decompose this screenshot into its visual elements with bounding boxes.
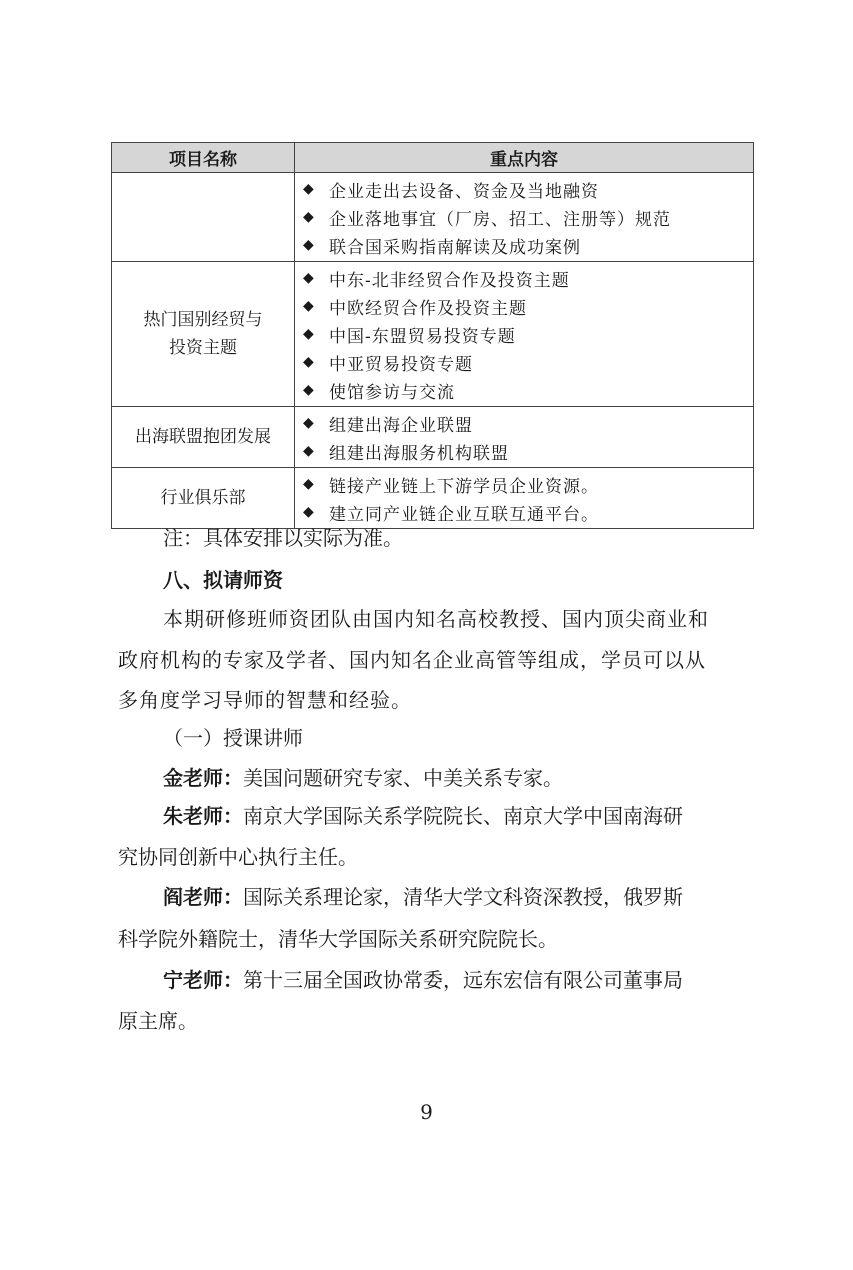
row-name-cell: 行业俱乐部 (112, 468, 295, 529)
teacher-desc-cont: 科学院外籍院士，清华大学国际关系研究院院长。 (118, 927, 558, 951)
teacher-name: 朱老师： (163, 804, 243, 828)
list-item: ◆ 组建出海企业联盟 (303, 415, 473, 436)
row-name-line: 热门国别经贸与 (143, 310, 263, 330)
list-item: ◆ 中东-北非经贸合作及投资主题 (303, 270, 570, 291)
header-key-content: 重点内容 (295, 143, 754, 173)
note-text: 注：具体安排以实际为准。 (163, 526, 403, 550)
table-row (112, 173, 754, 262)
diamond-bullet-icon: ◆ (303, 504, 314, 520)
list-item: ◆ 中国-东盟贸易投资专题 (303, 326, 516, 347)
diamond-bullet-icon: ◆ (303, 476, 314, 492)
teacher-desc: 南京大学国际关系学院院长、南京大学中国南海研 (243, 804, 683, 828)
intro-line: 多角度学习导师的智慧和经验。 (118, 688, 412, 712)
teacher-name: 阎老师： (163, 885, 243, 909)
row-items-cell (295, 173, 754, 262)
diamond-bullet-icon: ◆ (303, 354, 314, 370)
list-item: ◆ 企业走出去设备、资金及当地融资 (303, 181, 599, 202)
diamond-bullet-icon: ◆ (303, 237, 314, 253)
table-row (112, 407, 754, 468)
teacher-desc-cont: 究协同创新中心执行主任。 (118, 845, 358, 869)
diamond-bullet-icon: ◆ (303, 270, 314, 286)
intro-line: 本期研修班师资团队由国内知名高校教授、国内顶尖商业和 (163, 607, 709, 631)
header-project-name: 项目名称 (112, 143, 295, 173)
list-item: ◆ 组建出海服务机构联盟 (303, 443, 509, 464)
list-item: ◆ 链接产业链上下游学员企业资源。 (303, 476, 599, 497)
section-title: 八、拟请师资 (163, 568, 283, 592)
table-header-row (112, 143, 754, 173)
teacher-name: 金老师： (163, 766, 243, 790)
row-name-line: 投资主题 (169, 338, 237, 358)
diamond-bullet-icon: ◆ (303, 298, 314, 314)
teacher-desc-cont: 原主席。 (118, 1009, 198, 1033)
project-table (111, 142, 754, 529)
teacher-desc: 美国问题研究专家、中美关系专家。 (243, 766, 563, 790)
teacher-entry (163, 966, 803, 994)
teacher-entry (163, 764, 803, 792)
row-items-cell (295, 468, 754, 529)
teacher-desc: 第十三届全国政协常委，远东宏信有限公司董事局 (243, 968, 683, 992)
table-row (112, 468, 754, 529)
diamond-bullet-icon: ◆ (303, 382, 314, 398)
row-name-cell (112, 173, 295, 262)
list-item: ◆ 企业落地事宜（厂房、招工、注册等）规范 (303, 209, 671, 230)
list-item: ◆ 使馆参访与交流 (303, 382, 455, 403)
page-number: 9 (420, 1100, 433, 1124)
table-row (112, 262, 754, 407)
row-items-cell (295, 407, 754, 468)
diamond-bullet-icon: ◆ (303, 443, 314, 459)
row-name-cell: 出海联盟抱团发展 (112, 407, 295, 468)
list-item: ◆ 中亚贸易投资专题 (303, 354, 473, 375)
list-item: ◆ 中欧经贸合作及投资主题 (303, 298, 527, 319)
diamond-bullet-icon: ◆ (303, 209, 314, 225)
list-item: ◆ 联合国采购指南解读及成功案例 (303, 237, 581, 258)
teacher-desc: 国际关系理论家，清华大学文科资深教授，俄罗斯 (243, 885, 683, 909)
teacher-entry (163, 883, 803, 911)
list-item: ◆ 建立同产业链企业互联互通平台。 (303, 504, 599, 525)
intro-line: 政府机构的专家及学者、国内知名企业高管等组成，学员可以从 (118, 648, 706, 672)
diamond-bullet-icon: ◆ (303, 415, 314, 431)
row-items-cell (295, 262, 754, 407)
teacher-name: 宁老师： (163, 968, 243, 992)
diamond-bullet-icon: ◆ (303, 181, 314, 197)
teacher-entry (163, 802, 803, 830)
row-name-cell (112, 262, 295, 407)
diamond-bullet-icon: ◆ (303, 326, 314, 342)
subsection-title: （一）授课讲师 (163, 726, 303, 750)
